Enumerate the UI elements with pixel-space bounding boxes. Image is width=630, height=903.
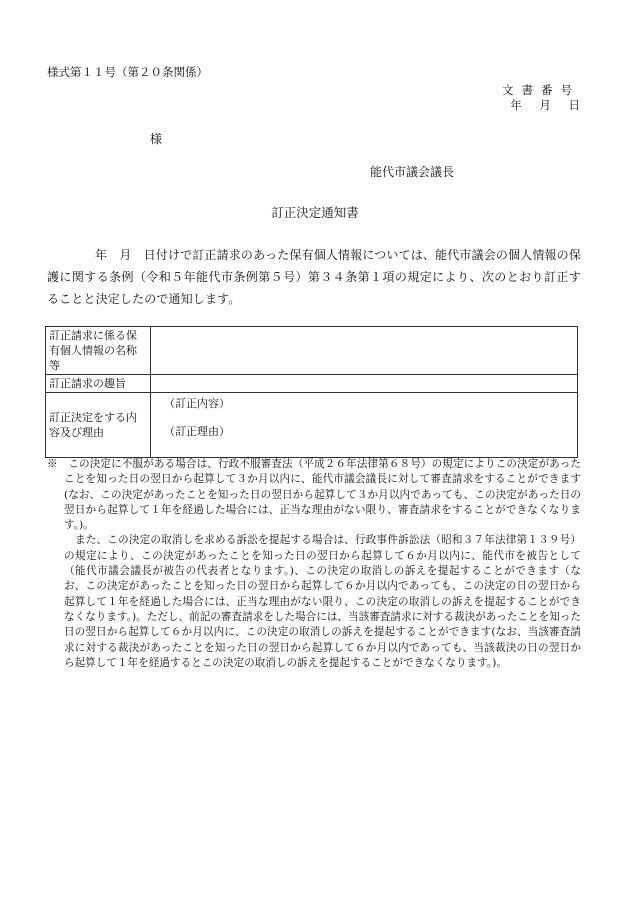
body-paragraph: 年 月 日付けで訂正請求のあった保有個人情報については、能代市議会の個人情報の保護に関する条例（令和５年能代市条例第５号）第３４条第１項の規定により、次のとおり訂正することと決定したので通知します。	[47, 248, 581, 306]
body-text	[47, 244, 581, 310]
row2-label: 訂正請求の趣旨	[46, 375, 151, 393]
table-row	[46, 375, 578, 393]
note-appeal: ※ この決定に不服がある場合は、行政不服審査法（平成２６年法律第６８号）の規定によりこの決定があったことを知った日の翌日から起算して３か月以内に、能代市議会議長に対して審査請求をすることができます(なお、この決定があったことを知った日の翌日から起算して３か月以内であっても、この決定があった日の翌日から起算して１年を経過した場合には、正当な理由がない限り、審査請求をすることができなくなります。)。	[47, 458, 581, 532]
addressee-suffix: 様	[150, 132, 163, 146]
row3-correction-content: （訂正内容）	[164, 397, 230, 410]
table-row	[46, 327, 578, 375]
decision-table	[45, 326, 578, 458]
row2-value	[151, 375, 578, 393]
row3-correction-reason: （訂正理由）	[164, 425, 230, 438]
row1-label: 訂正請求に係る保有個人情報の名称等	[46, 327, 151, 375]
form-number: 様式第１１号（第２０条関係）	[47, 65, 208, 79]
table-row	[46, 393, 578, 458]
date-label: 年 月 日	[510, 98, 580, 112]
document-title: 訂正決定通知書	[271, 205, 359, 220]
row3-label: 訂正決定をする内容及び理由	[46, 393, 151, 458]
row3-value	[151, 393, 578, 458]
notes-section	[47, 457, 581, 671]
document-number-label: 文書番号	[502, 83, 580, 97]
note-lawsuit: また、この決定の取消しを求める訴訟を提起する場合は、行政事件訴訟法（昭和３７年法律第１３９号）の規定により、この決定があったことを知った日の翌日から起算して６か月以内に、能代市を被告として（能代市議会議長が被告の代表者となります。)、この決定の取消しの訴えを提起することができます（なお、この決定があったことを知った日の翌日から起算して６か月以内であっても、この決定の日の翌日から起算して１年を経過した場合には、正当な理由がない限り、この決定の取消しの訴えを提起することができなくなります。)。ただし、前記の審査請求をした場合には、当該審査請求に対する裁決があったことを知った日の翌日から起算して６か月以内に、この決定の取消しの訴えを提起することができます(なお、当該審査請求に対する裁決があったことを知った日の翌日から起算して６か月以内であっても、当該裁決の日の翌日から起算して１年を経過するとこの決定の取消しの訴えを提起することができなくなります。)。	[64, 534, 581, 669]
sender-name: 能代市議会議長	[370, 165, 455, 179]
row1-value	[151, 327, 578, 375]
